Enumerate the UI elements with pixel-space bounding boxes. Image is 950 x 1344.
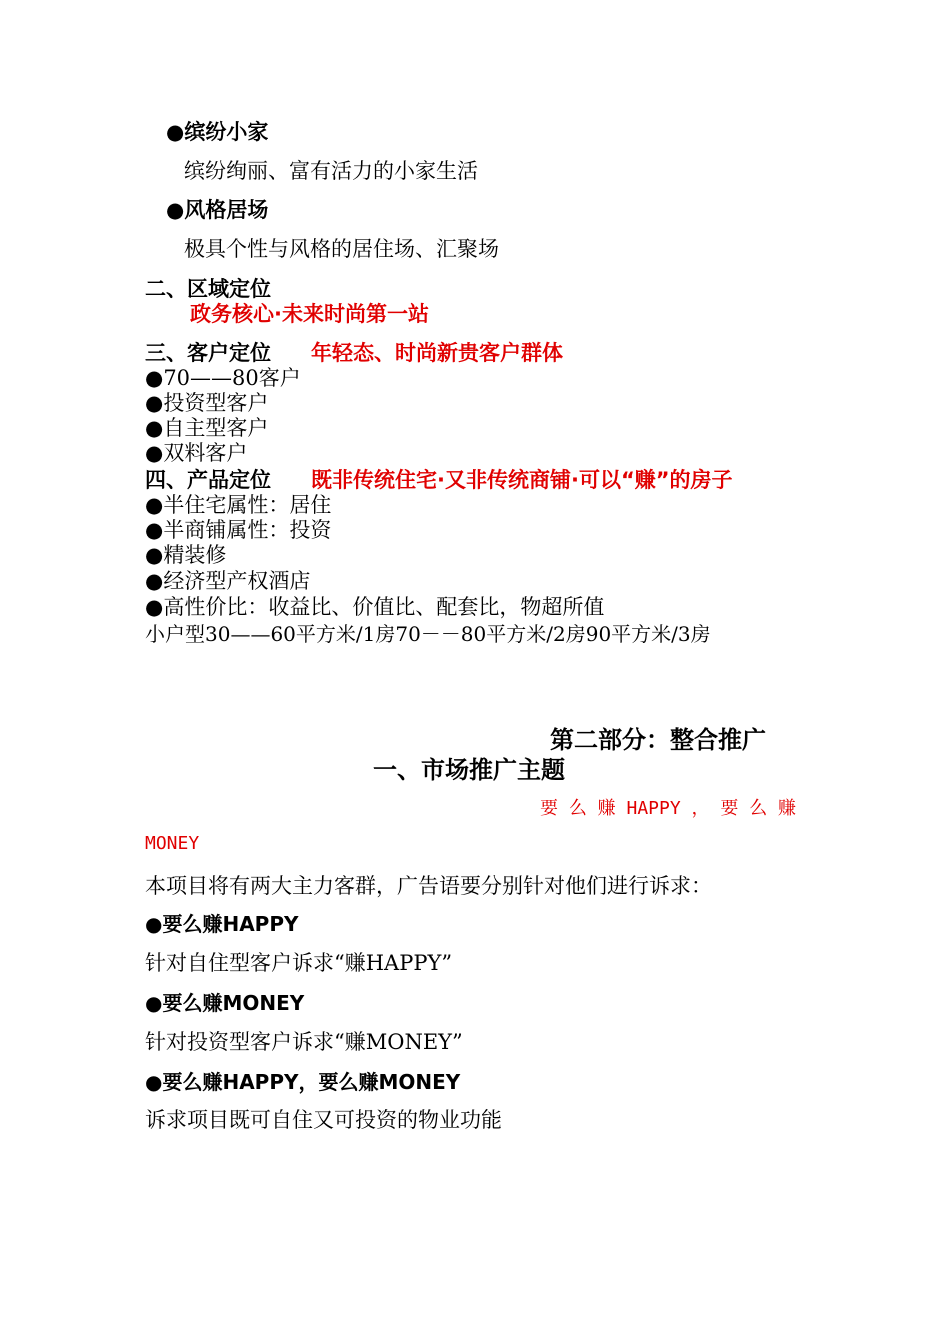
list-item: ●自主型客户 — [145, 416, 269, 440]
list-item: ●半住宅属性：居住 — [145, 493, 332, 517]
list-item: ●经济型产权酒店 — [145, 569, 311, 593]
point-desc: 诉求项目既可自住又可投资的物业功能 — [145, 1108, 502, 1132]
point-title: ●要么赚HAPPY，要么赚MONEY — [145, 1070, 461, 1094]
list-item: ●投资型客户 — [145, 391, 269, 415]
product-slogan: 既非传统住宅·又非传统商铺·可以“赚”的房子 — [311, 468, 733, 492]
item-desc-binfen: 缤纷绚丽、富有活力的小家生活 — [184, 159, 478, 183]
list-item: ●高性价比：收益比、价值比、配套比，物超所值 — [145, 595, 605, 619]
point-title: ●要么赚MONEY — [145, 991, 305, 1015]
point-title: ●要么赚HAPPY — [145, 912, 299, 936]
item-title-fengge: ●风格居场 — [166, 198, 269, 222]
list-item: ●精装修 — [145, 543, 227, 567]
section-heading-product: 四、产品定位 — [145, 468, 271, 492]
theme-line-1: 要 么 赚 HAPPY ， 要 么 赚 — [540, 798, 797, 819]
unit-sizes: 小户型30——60平方米/1房70－－80平方米/2房90平方米/3房 — [145, 622, 711, 646]
point-desc: 针对自住型客户诉求“赚HAPPY” — [145, 951, 453, 975]
item-title-binfen: ●缤纷小家 — [166, 120, 269, 144]
section-heading-customer: 三、客户定位 — [145, 341, 271, 365]
point-desc: 针对投资型客户诉求“赚MONEY” — [145, 1030, 463, 1054]
customer-slogan: 年轻态、时尚新贵客户群体 — [311, 341, 563, 365]
item-desc-fengge: 极具个性与风格的居住场、汇聚场 — [184, 237, 499, 261]
list-item: ●70——80客户 — [145, 366, 301, 390]
list-item: ●半商铺属性：投资 — [145, 518, 332, 542]
region-slogan: 政务核心·未来时尚第一站 — [190, 302, 429, 326]
list-item: ●双料客户 — [145, 441, 248, 465]
section-heading-region: 二、区域定位 — [145, 277, 271, 301]
part-subtitle: 一、市场推广主题 — [373, 756, 565, 784]
intro-text: 本项目将有两大主力客群，广告语要分别针对他们进行诉求： — [145, 874, 712, 898]
part-title: 第二部分：整合推广 — [550, 726, 766, 754]
theme-line-2: MONEY — [145, 833, 200, 854]
